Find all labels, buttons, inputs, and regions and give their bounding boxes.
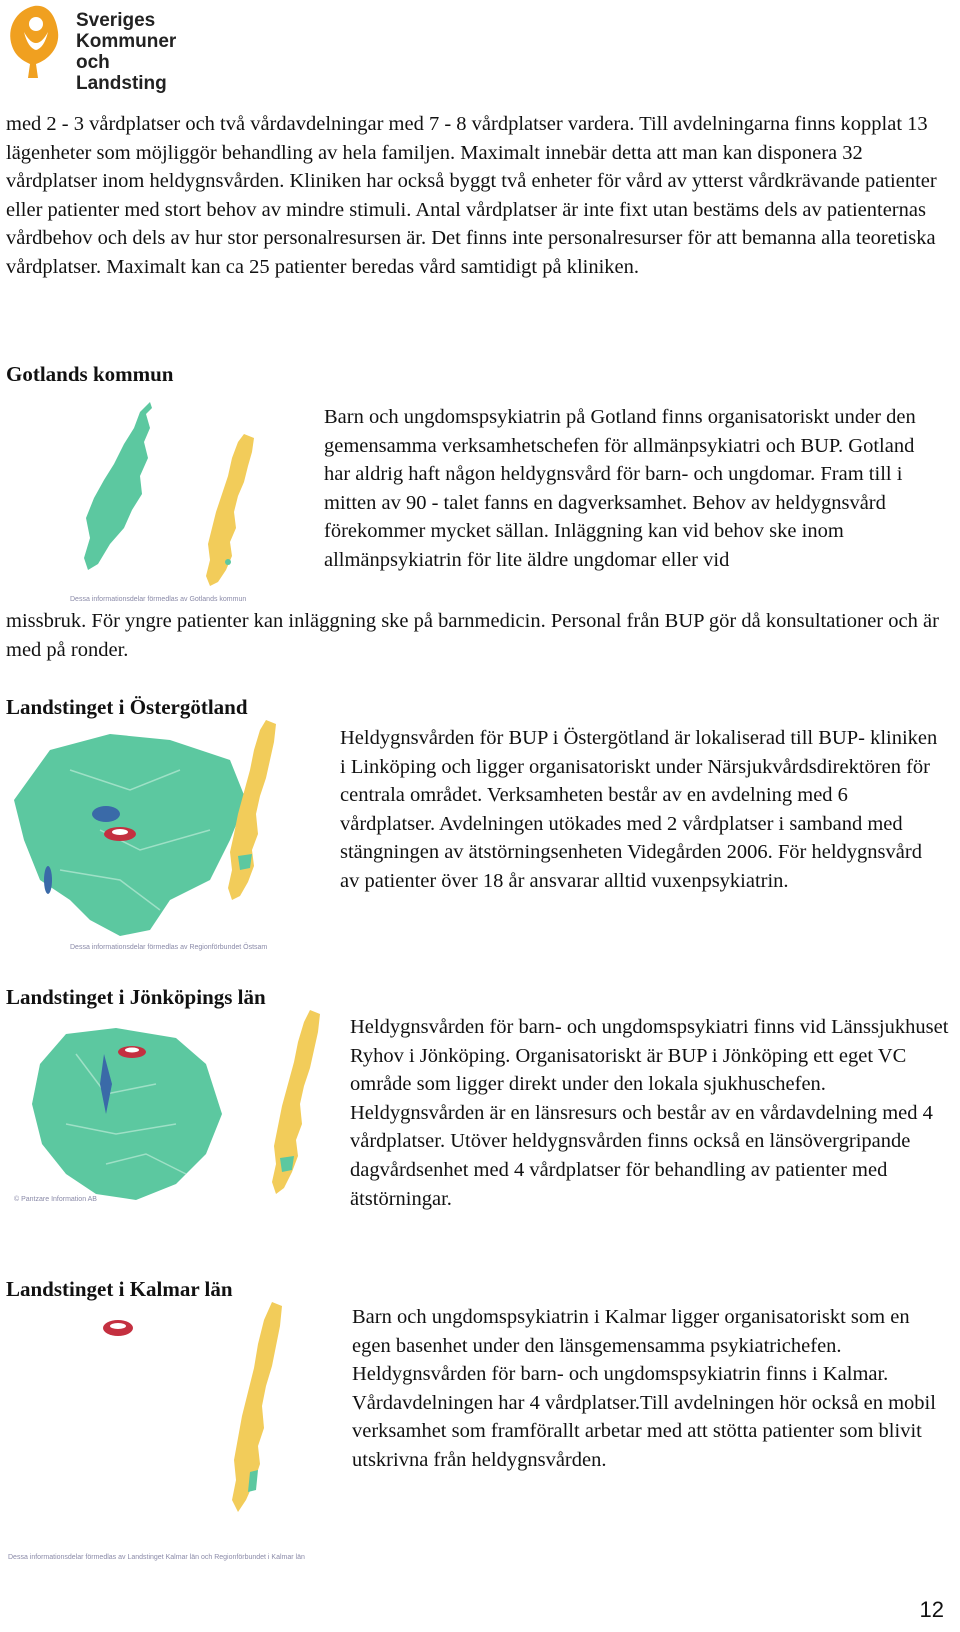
ostergotland-paragraph: Heldygnsvården för BUP i Östergötland är lokaliserad till BUP- kliniken i Linköping och ligger organisatoriskt under Närsjukvårdsdirektören för centrala området. Verksamheten består av en avdelning med 6 vårdplatser. Avdelningen utökades med 2 vårdplatser i samband med stängningen av ätstörningsenheten Videgården 2006. För heldygnsvård av patienter över 18 år ansvarar alltid vuxenpsykiatrin. <box>340 727 938 892</box>
kalmar-heading: Landstinget i Kalmar län <box>6 1277 233 1301</box>
jonkoping-credit: © Pantzare Information AB <box>14 1196 97 1203</box>
logo-figure-icon <box>4 2 74 80</box>
jonkoping-heading: Landstinget i Jönköpings län <box>6 985 266 1009</box>
sweden-map-kalmar <box>220 1300 290 1518</box>
sweden-map-jonkoping <box>260 1008 330 1198</box>
gotland-paragraph-full: missbruk. För yngre patienter kan inläggning ske på barnmedicin. Personal från BUP gör då konsultationer och är med på ronder. <box>6 610 939 661</box>
logo-wordmark <box>76 10 204 94</box>
gotland-heading: Gotlands kommun <box>6 362 174 386</box>
ostergotland-heading: Landstinget i Östergötland <box>6 695 248 719</box>
gotland-map <box>80 398 170 576</box>
logo <box>4 2 204 94</box>
logo-line-1: Sveriges <box>76 10 156 31</box>
sweden-map-gotland <box>200 432 264 588</box>
marker-kalmar-icon <box>100 1314 136 1340</box>
sweden-map-ostergotland <box>220 718 284 904</box>
jonkoping-paragraph: Heldygnsvården för barn- och ungdomspsykiatri finns vid Länssjukhuset Ryhov i Jönköping. Organisatoriskt är BUP i Jönköping ett eget VC område som ligger direkt under den lokala sjukhuschefen. Heldygnsvården är en länsresurs och består av en vårdavdelning med 4 vårdplatser. Utöver heldygnsvården finns också en länsövergripande dagvårdsenhet med 4 vårdplatser för behandling av patienter med ätstörningar. <box>350 1016 949 1210</box>
ostergotland-map <box>10 730 250 940</box>
jonkoping-map <box>26 1024 226 1204</box>
ostergotland-credit: Dessa informationsdelar förmedlas av Regionförbundet Östsam <box>70 944 268 951</box>
gotland-credit: Dessa informationsdelar förmedlas av Gotlands kommun <box>70 596 247 603</box>
logo-line-2: Kommuner <box>76 31 177 52</box>
kalmar-credit: Dessa informationsdelar förmedlas av Landstinget Kalmar län och Regionförbundet i Kalmar län <box>8 1554 305 1561</box>
page-number: 12 <box>919 1597 944 1622</box>
logo-line-3: och Landsting <box>76 52 167 94</box>
intro-paragraph: med 2 - 3 vårdplatser och två vårdavdelningar med 7 - 8 vårdplatser vardera. Till avdelningarna finns kopplat 13 lägenheter som möjliggör behandling av hela familjen. Maximalt innebär detta att man kan disponera 32 vårdplatser inom heldygnsvården. Kliniken har också byggt två enheter för vård av ytterst vårdkrävande patienter eller patienter med stort behov av mindre stimuli. Antal vårdplatser är inte fixt utan bestäms dels av patienternas vårdbehov och dels av hur stor personalresursen är. Det finns inte personalresurser för att bemanna alla teoretiska vårdplatser. Maximalt kan ca 25 patienter beredas vård samtidigt på kliniken. <box>6 113 937 278</box>
kalmar-paragraph: Barn och ungdomspsykiatrin i Kalmar ligger organisatoriskt som en egen basenhet under den länsgemensamma psykiatrichefen. Heldygnsvården för barn- och ungdomspsykiatrin finns i Kalmar. Vårdavdelningen har 4 vårdplatser.Till avdelningen hör också en mobil verksamhet som framförallt arbetar med att stötta patienter som blivit utskrivna från heldygnsvården. <box>352 1306 936 1471</box>
gotland-paragraph-right: Barn och ungdomspsykiatrin på Gotland finns organisatoriskt under den gemensamma verksamhetschefen för allmänpsykiatri och BUP. Gotland har aldrig haft någon heldygnsvård för barn- och ungdomar. Fram till i mitten av 90 - talet fanns en dagverksamhet. Behov av heldygnsvård förekommer mycket sällan. Inläggning kan vid behov ske inom allmänpsykiatrin för lite äldre ungdomar eller vid <box>324 406 916 571</box>
